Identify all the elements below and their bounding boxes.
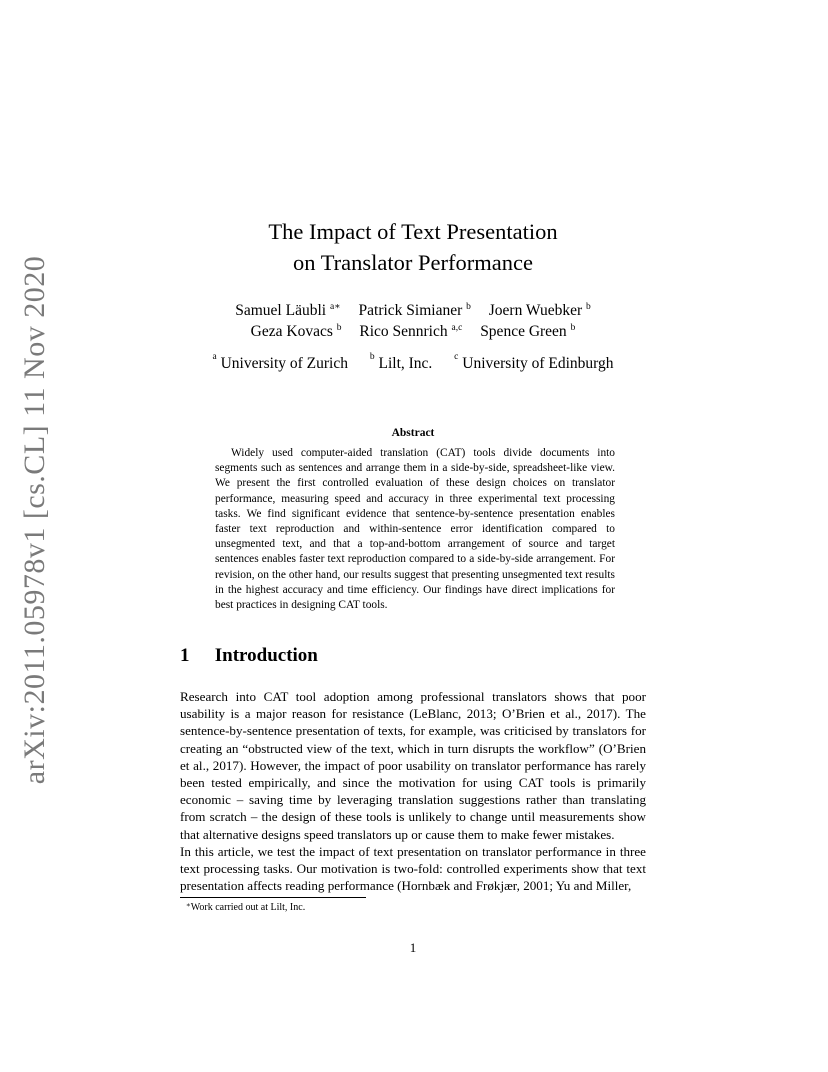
author-name: Samuel Läubli bbox=[235, 302, 327, 319]
section-title: Introduction bbox=[214, 645, 318, 666]
author-affiliation-marker: b bbox=[336, 323, 342, 333]
author bbox=[235, 300, 340, 321]
affiliation-marker: b bbox=[369, 352, 375, 362]
affiliation bbox=[212, 352, 348, 373]
affiliation bbox=[369, 352, 433, 373]
author-name: Geza Kovacs bbox=[250, 323, 333, 340]
arxiv-stamp bbox=[10, 255, 60, 785]
footnote-divider bbox=[180, 897, 366, 898]
author-affiliation-marker: b bbox=[586, 302, 591, 312]
arxiv-identifier: arXiv:2011.05978v1 [cs.CL] 11 Nov 2020 bbox=[18, 255, 52, 785]
affiliation-marker: a bbox=[212, 352, 217, 362]
author-row-2 bbox=[180, 321, 646, 342]
author-name: Patrick Simianer bbox=[358, 302, 463, 319]
author-name: Joern Wuebker bbox=[488, 302, 583, 319]
affiliation-list bbox=[180, 352, 646, 373]
author-affiliation-marker: b bbox=[466, 302, 471, 312]
author-list bbox=[180, 300, 646, 342]
author bbox=[359, 321, 462, 342]
author bbox=[251, 321, 342, 342]
page-number: 1 bbox=[409, 940, 417, 955]
author-name: Rico Sennrich bbox=[359, 323, 448, 340]
affiliation-marker: c bbox=[454, 352, 459, 362]
affiliation-name: Lilt, Inc. bbox=[378, 355, 433, 372]
affiliation bbox=[454, 352, 614, 373]
abstract-heading: Abstract bbox=[391, 427, 435, 439]
author bbox=[359, 300, 471, 321]
author-affiliation-marker: b bbox=[570, 323, 576, 333]
body-paragraph: Research into CAT tool adoption among professional translators shows that poor usability is a major reason for resistance (LeBlanc, 2013; O’Brien et al., 2017). The sentence-by-sentence presentation of texts, for example, was criticised by translators for creating an “obstructed view of the text, which in turn disrupts the workflow” (O’Brien et al., 2017). However, the impact of poor usability on translator performance has rarely been tested empirically, and since the motivation for using CAT tools is primarily economic – saving time by leveraging translation suggestions rather than translating from scratch – the design of these tools is unlikely to change until measurements show that alternative designs speed translators up or cause them to make fewer mistakes. bbox=[180, 689, 646, 842]
author-affiliation-marker: a,c bbox=[451, 323, 463, 333]
author-row-1 bbox=[180, 300, 646, 321]
author-affiliation-marker: a∗ bbox=[329, 302, 341, 312]
footnote bbox=[186, 902, 305, 913]
abstract-text: Widely used computer-aided translation (CAT) tools divide documents into segments such as sentences and arrange them in a side-by-side, spreadsheet-like view. We present the first controlled evaluation of these design choices on translator performance, measuring speed and accuracy in three experimental text processing tasks. We find significant evidence that sentence-by-sentence presentation enables faster text reproduction and within-sentence error identification compared to unsegmented text, and that a top-and-bottom arrangement of source and target sentences enables faster text reproduction compared to a side-by-side arrangement. For revision, on the other hand, our results suggest that presenting unsegmented text results in the highest accuracy and time efficiency. Our findings have direct implications for best practices in designing CAT tools. bbox=[215, 447, 615, 612]
title-line-1: The Impact of Text Presentation bbox=[268, 219, 558, 244]
author-name: Spence Green bbox=[480, 323, 567, 340]
author bbox=[489, 300, 591, 321]
footnote-text: Work carried out at Lilt, Inc. bbox=[190, 902, 306, 913]
affiliation-name: University of Zurich bbox=[220, 355, 348, 372]
author bbox=[480, 321, 575, 342]
title-line-2: on Translator Performance bbox=[293, 250, 533, 275]
paper-title bbox=[180, 216, 646, 278]
footnote-marker: ∗ bbox=[186, 901, 191, 909]
affiliation-name: University of Edinburgh bbox=[462, 355, 614, 372]
body-paragraph: In this article, we test the impact of text presentation on translator performance in three text processing tasks. Our motivation is two-fold: controlled experiments show that text presentation affects reading performance (Hornbæk and Frøkjær, 2001; Yu and Miller, bbox=[180, 844, 646, 894]
section-heading bbox=[180, 645, 318, 667]
section-number: 1 bbox=[180, 645, 190, 666]
